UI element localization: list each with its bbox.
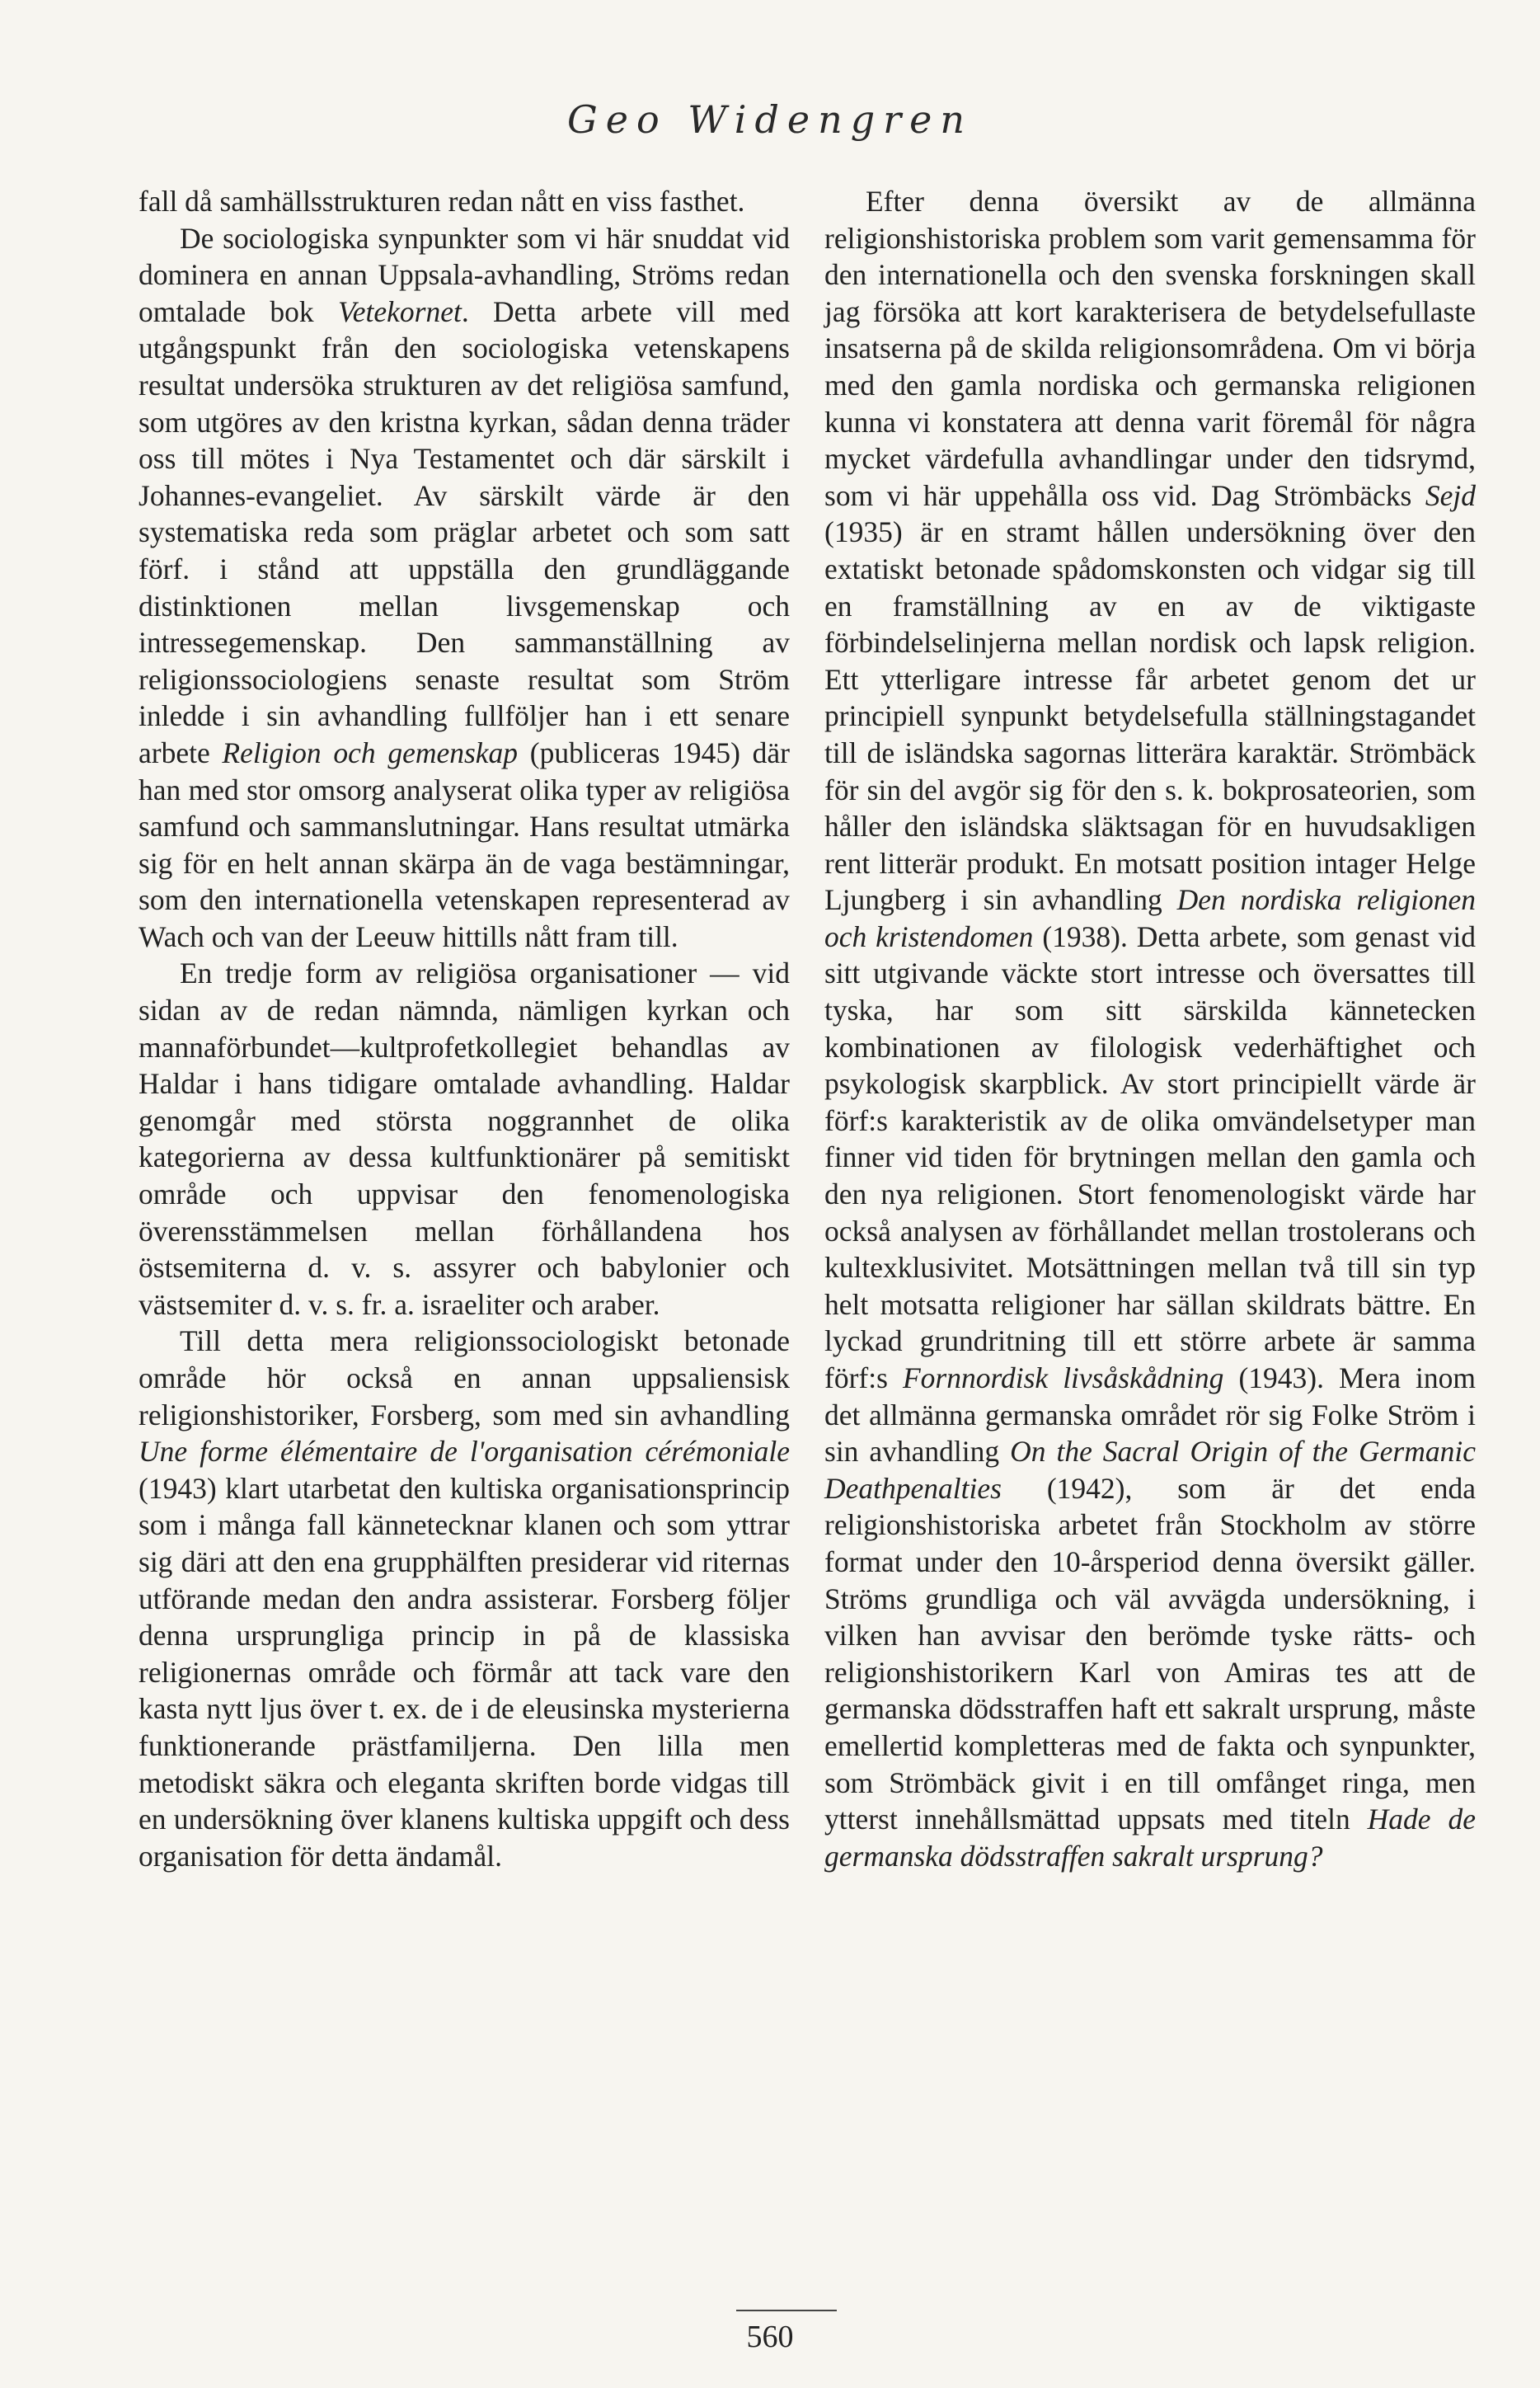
page-number: 560: [746, 2320, 794, 2354]
paragraph: En tredje form av religiösa organisationer — vid sidan av de redan nämnda, nämligen kyrkan och mannaförbundet—kultprofetkollegiet behandlas av Haldar i hans tidigare omtalade avhandling. Haldar genomgår med största noggrannhet de olika kategorierna av dessa kultfunktionärer på semitiskt område och uppvisar den fenomenologiska överensstämmelsen mellan förhållandena hos östsemiterna d. v. s. assyrer och babylonier och västsemiter d. v. s. fr. a. israeliter och araber.: [139, 957, 790, 1321]
paragraph: Till detta mera religionssociologiskt betonade område hör också en annan uppsaliensisk religionshistoriker, Forsberg, som med sin avhandling Une forme élémentaire de l'organisation cérémoniale (1943) klart utarbetat den kultiska organisationsprincip som i många fall kännetecknar klanen och som yttrar sig däri att den ena grupphälften presiderar vid riternas utförande medan den andra assisterar. Forsberg följer denna ursprungliga princip in på de klassiska religionernas område och förmår att tack vare den kasta nytt ljus över t. ex. de i de eleusinska mysterierna funktionerande prästfamiljerna. Den lilla men metodiskt säkra och eleganta skriften borde vidgas till en undersökning över klanens kultiska uppgift och dess organisation för detta ändamål.: [139, 1324, 790, 1873]
book-title: Hade de germanska dödsstraffen sakralt ursprung?: [824, 1803, 1476, 1873]
right-column: [824, 183, 1476, 1874]
book-title: Fornnordisk livsåskådning: [902, 1361, 1224, 1394]
footer-rule: [736, 2310, 837, 2311]
book-title: Une forme élémentaire de l'organisation cérémoniale: [139, 1435, 790, 1469]
paragraph: Efter denna översikt av de allmänna religionshistoriska problem som varit gemensamma för den internationella och den svenska forskningen skall jag försöka att kort karakterisera de betydelsefullaste insatserna på de skilda religionsområdena. Om vi börja med den gamla nordiska och germanska religionen kunna vi konstatera att denna varit föremål för några mycket värdefulla avhandlingar under den tidsrymd, som vi här uppehålla oss vid. Dag Strömbäcks Sejd (1935) är en stramt hållen undersökning över den extatiskt betonade spådomskonsten och vidgar sig till en framställning av en av de viktigaste förbindelselinjerna mellan nordisk och lapsk religion. Ett ytterligare intresse får arbetet genom det ur principiell synpunkt betydelsefulla ställningstagandet till de isländska sagornas litterära karaktär. Strömbäck för sin del avgör sig för den s. k. bokprosateorien, som håller den isländska släktsagan för en huvudsakligen rent litterär produkt. En motsatt position intager Helge Ljungberg i sin avhandling Den nordiska religionen och kristendomen (1938). Detta arbete, som genast vid sitt utgivande väckte stort intresse och översattes till tyska, har som sitt särskilda kännetecken kombinationen av filologisk vederhäftighet och psykologisk skarpblick. Av stort principiellt värde är förf:s karakteristik av de olika omvändelsetyper man finner vid tiden för brytningen mellan den gamla och den nya religionen. Stort fenomenologiskt värde har också analysen av förhållandet mellan trostolerans och kultexklusivitet. Motsättningen mellan två till sin typ helt motsatta religioner har sällan skildrats bättre. En lyckad grundritning till ett större arbete är samma förf:s Fornnordisk livsåskådning (1943). Mera inom det allmänna germanska området rör sig Folke Ström i sin avhandling On the Sacral Origin of the Germanic Deathpenalties (1942), som är det enda religionshistoriska arbetet från Stockholm av större format under den 10-årsperiod denna översikt gäller. Ströms grundliga och väl avvägda undersökning, i vilken han avvisar den berömde tyske rätts- och religionshistorikern Karl von Amiras tes att de germanska dödsstraffen haft ett sakralt ursprung, måste emellertid kompletteras med de fakta och synpunkter, som Strömbäck givit i en till omfånget ringa, men ytterst innehållsmättad uppsats med titeln Hade de germanska dödsstraffen sakralt ursprung?: [824, 185, 1476, 1873]
book-title: Vetekornet: [338, 294, 462, 328]
paragraph: De sociologiska synpunkter som vi här snuddat vid dominera en annan Uppsala-avhandling, Ströms redan omtalade bok Vetekornet. Detta arbete vill med utgångspunkt från den sociologiska vetenskapens resultat undersöka strukturen av det religiösa samfund, som utgöres av den kristna kyrkan, sådan denna träder oss till mötes i Nya Testamentet och där särskilt i Johannes-evangeliet. Av särskilt värde är den systematiska reda som präglar arbetet och som satt förf. i stånd att uppställa den grundläggande distinktionen mellan livsgemenskap och intressegemenskap. Den sammanställning av religionssociologiens senaste resultat som Ström inledde i sin avhandling fullföljer han i ett senare arbete Religion och gemenskap (publiceras 1945) där han med stor omsorg analyserat olika typer av religiösa samfund och sammanslutningar. Hans resultat utmärka sig för en helt annan skärpa än de vaga bestämningar, som den internationella vetenskapen representerad av Wach och van der Leeuw hittills nått fram till.: [139, 221, 791, 953]
book-title: Sejd: [1425, 478, 1476, 512]
book-title: Religion och gemenskap: [222, 736, 519, 769]
running-header: Geo Widengren: [566, 97, 974, 142]
left-column: [139, 183, 790, 1874]
book-title: On the Sacral Origin of the Germanic Deathpenalties: [824, 1435, 1476, 1505]
paragraph: fall då samhällsstrukturen redan nått en viss fasthet.: [139, 185, 745, 218]
book-title: Den nordiska religionen och kristendomen: [824, 883, 1476, 953]
